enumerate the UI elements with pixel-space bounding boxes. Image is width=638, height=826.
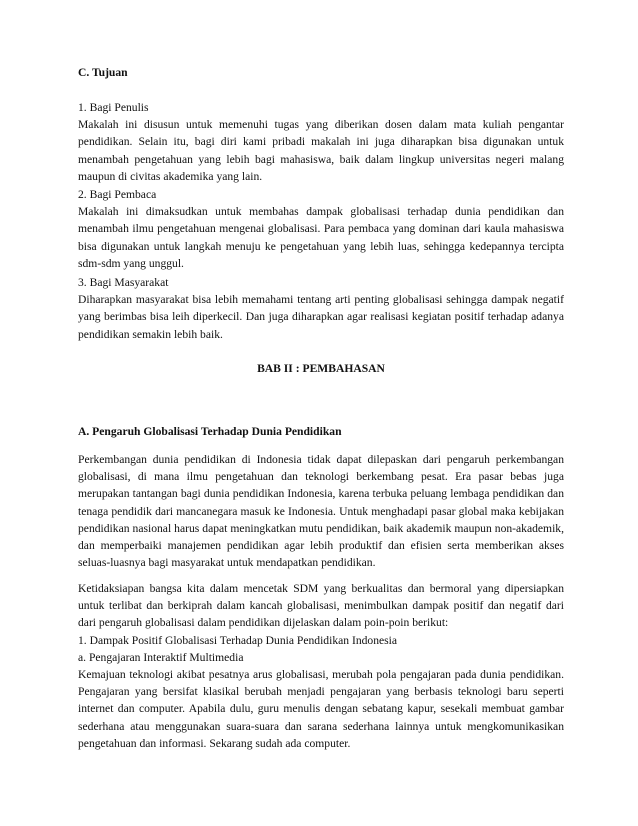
goal-writer [78,99,564,185]
goal-title: 1. Bagi Penulis [78,101,149,114]
goal-community [78,274,564,343]
subheading-positive-impact: 1. Dampak Positif Globalisasi Terhadap Dunia Pendidikan Indonesia [78,633,398,647]
section-c-heading: C. Tujuan [78,66,128,79]
chapter-title: BAB II : PEMBAHASAN [257,362,385,375]
goal-text: Diharapkan masyarakat bisa lebih memahami tentang arti penting globalisasi sehingga dampak negatif yang berimbas bisa leih diperkecil. Dan juga diharapkan agar realisasi kegiatan positif terhadap adanya pendidikan semakin lebih baik. [78,293,564,341]
section-a-heading: A. Pengaruh Globalisasi Terhadap Dunia Pendidikan [78,425,342,438]
paragraph-1 [78,451,564,571]
goal-text: Makalah ini disusun untuk memenuhi tugas yang diberikan dosen dalam mata kuliah pengantar pendidikan. Selain itu, bagi diri kami pribadi makalah ini juga diharapkan bisa digunakan untuk menambah pengetahuan yang lebih bagi mahasiswa, baik dalam lingkup universitas negeri malang maupun di civitas akademika yang lain. [78,118,564,183]
paragraph-text: Perkembangan dunia pendidikan di Indonesia tidak dapat dilepaskan dari pengaruh perkembangan globalisasi, di mana ilmu pengetahuan dan teknologi berkembang pesat. Era pasar bebas juga merupakan tantangan bagi dunia pendidikan Indonesia, karena terbuka peluang lembaga pendidikan dan tenaga pendidik dari mancanegara masuk ke Indonesia. Untuk menghadapi pasar global maka kebijakan pendidikan nasional harus dapat meningkatkan mutu pendidikan, baik akademik maupun non-akademik, dan memperbaiki manajemen pendidikan agar lebih produktif dan efisien serta memberikan akses seluas-luasnya bagi masyarakat untuk mendapatkan pendidikan. [78,453,564,570]
paragraph-2 [78,580,564,752]
paragraph-text: Kemajuan teknologi akibat pesatnya arus globalisasi, merubah pola pengajaran pada dunia pendidikan. Pengajaran yang bersifat klasikal berubah menjadi pengajaran yang berbasis teknologi baru seperti internet dan computer. Apabila dulu, guru menulis dengan sebatang kapur, sesekali membuat gambar sederhana atau menggunakan suara-suara dan sarana sederhana lainnya untuk mengkomunikasikan pengetahuan dan informasi. Sekarang sudah ada computer. [78,668,564,750]
goal-reader [78,186,564,272]
goal-text: Makalah ini dimaksudkan untuk membahas dampak globalisasi terhadap dunia pendidikan dan menambah ilmu pengetahuan mengenai globalisasi. Para pembaca yang dominan dari kaula mahasiswa bisa digunakan untuk langkah menuju ke pengetahuan yang lebih luas, sehingga kedepannya tercipta sdm-sdm yang unggul. [78,205,564,270]
subheading-interactive-multimedia: a. Pengajaran Interaktif Multimedia [78,650,244,664]
goal-title: 2. Bagi Pembaca [78,188,157,201]
paragraph-text: Ketidaksiapan bangsa kita dalam mencetak SDM yang berkualitas dan bermoral yang dipersiapkan untuk terlibat dan berkiprah dalam kancah globalisasi, menimbulkan dampak positif dan negatif dari dari pengaruh globalisasi dalam pendidikan dijelaskan dalam poin-poin berikut: [78,582,564,630]
goal-title: 3. Bagi Masyarakat [78,276,169,289]
